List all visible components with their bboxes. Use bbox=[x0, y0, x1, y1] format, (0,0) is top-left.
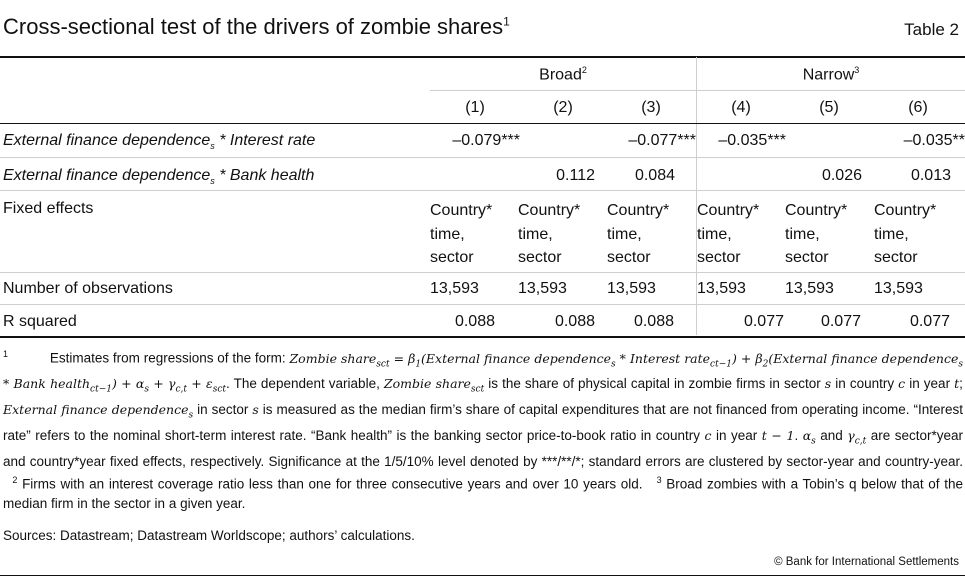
table-cell: 0.088 bbox=[454, 313, 495, 330]
fixed-effects-cell: Country* time, sector bbox=[874, 202, 937, 266]
table-cell: 13,593 bbox=[697, 280, 746, 297]
table-number: Table 2 bbox=[904, 20, 959, 39]
table-cell: 13,593 bbox=[518, 280, 567, 297]
column-header: (4) bbox=[731, 99, 751, 116]
group-header-narrow: Narrow$^3$ bbox=[802, 65, 860, 84]
row-divider bbox=[0, 190, 965, 191]
table-cell: 13,593 bbox=[430, 280, 479, 297]
fixed-effects-cell: Country* time, sector bbox=[785, 202, 848, 266]
top-rule bbox=[0, 56, 965, 58]
table-cell: 13,593 bbox=[607, 280, 656, 297]
table-cell: –0.035*** bbox=[718, 132, 786, 149]
bottom-rule bbox=[0, 336, 965, 338]
group-underline bbox=[430, 90, 965, 91]
column-header: (3) bbox=[641, 99, 661, 116]
table-cell: 0.088 bbox=[554, 313, 595, 330]
sources-line: Sources: Datastream; Datastream Worldscope; authors’ calculations. bbox=[3, 528, 415, 543]
column-header: (2) bbox=[553, 99, 573, 116]
fixed-effects-cell: Country* time, sector bbox=[518, 202, 581, 266]
copyright-notice: © Bank for International Settlements bbox=[774, 556, 959, 568]
row-divider bbox=[0, 157, 965, 158]
table-cell: 0.084 bbox=[634, 167, 675, 184]
fixed-effects-cell: Country* time, sector bbox=[697, 202, 760, 266]
table-cell: –0.077*** bbox=[628, 132, 696, 149]
table-cell: 13,593 bbox=[785, 280, 834, 297]
table-cell: 0.077 bbox=[909, 313, 950, 330]
title-footnote-marker: 1 bbox=[503, 14, 510, 29]
table-cell: 0.026 bbox=[821, 167, 862, 184]
footer-rule bbox=[0, 575, 965, 576]
column-header: (5) bbox=[819, 99, 839, 116]
column-header: (6) bbox=[908, 99, 928, 116]
table-cell: 0.088 bbox=[633, 313, 674, 330]
fixed-effects-cell: Country* time, sector bbox=[607, 202, 670, 266]
fixed-effects-cell: Country* time, sector bbox=[430, 202, 493, 266]
table-cell: 0.077 bbox=[743, 313, 784, 330]
group-header-broad: Broad$^2$ bbox=[539, 65, 587, 84]
row-label-interest-rate: External finance dependence$_s$ * Interest rate bbox=[3, 132, 316, 152]
column-header: (1) bbox=[465, 99, 485, 116]
row-label-bank-health: External finance dependence$_s$ * Bank health bbox=[3, 167, 315, 187]
row-divider bbox=[0, 272, 965, 273]
row-label-observations: Number of observations bbox=[3, 280, 173, 297]
table-cell: 0.112 bbox=[556, 167, 595, 184]
header-rule bbox=[0, 123, 965, 124]
table-cell: 0.077 bbox=[820, 313, 861, 330]
footnote-marker-3: 3 bbox=[656, 474, 662, 485]
row-label-fixed-effects: Fixed effects bbox=[3, 200, 94, 217]
table-title: Cross-sectional test of the drivers of zombie shares$^1$ bbox=[3, 14, 510, 39]
table-notes: $^1$ Estimates from regressions of the form: Zombie share$_{sct}$ = $\beta_1(External$ finance dependence$_s$ * Interest rate$_{ct-1}$) + $\beta_2(External$ finance dependence$_s$ * Bank health$_{ct-1}$) + $\alpha_s + \gamma_{c,t} + \varepsilon_{sct}$. The dependent variable, Zombie share$_{sct}$ is the share of physical capital in zombie firms in sector s in country c in year t; External finance dependence$_s$ in sector s is measured as the median firm’s share of capital expenditures that are not financed from operating income. “Interest rate” refers to the nominal short-term interest rate. “Bank health” is the banking sector price-to-book ratio in country c in year t − 1. $\alpha_s$ and $\gamma_{c,t}$ are sector*year and country*year fixed effects, respectively. Significance at the 1/5/10% level denoted by ***/**/*; standard errors are clustered by sector-year and country-year. $^2$ Firms with an interest coverage ratio less than one for three consecutive years and over 10 years old. $^3$ Broad zombies with a Tobin’s q below that of the median firm in the sector in a given year. bbox=[3, 349, 963, 511]
footnote-marker-1: 1 bbox=[3, 349, 9, 359]
table-cell: 0.013 bbox=[910, 167, 951, 184]
table-cell: –0.079*** bbox=[452, 132, 520, 149]
table-cell: 13,593 bbox=[874, 280, 923, 297]
table-cell: –0.035** bbox=[903, 132, 965, 149]
row-divider bbox=[0, 304, 965, 305]
footnote-marker-2: 2 bbox=[12, 474, 18, 485]
row-label-r-squared: R squared bbox=[3, 313, 77, 330]
